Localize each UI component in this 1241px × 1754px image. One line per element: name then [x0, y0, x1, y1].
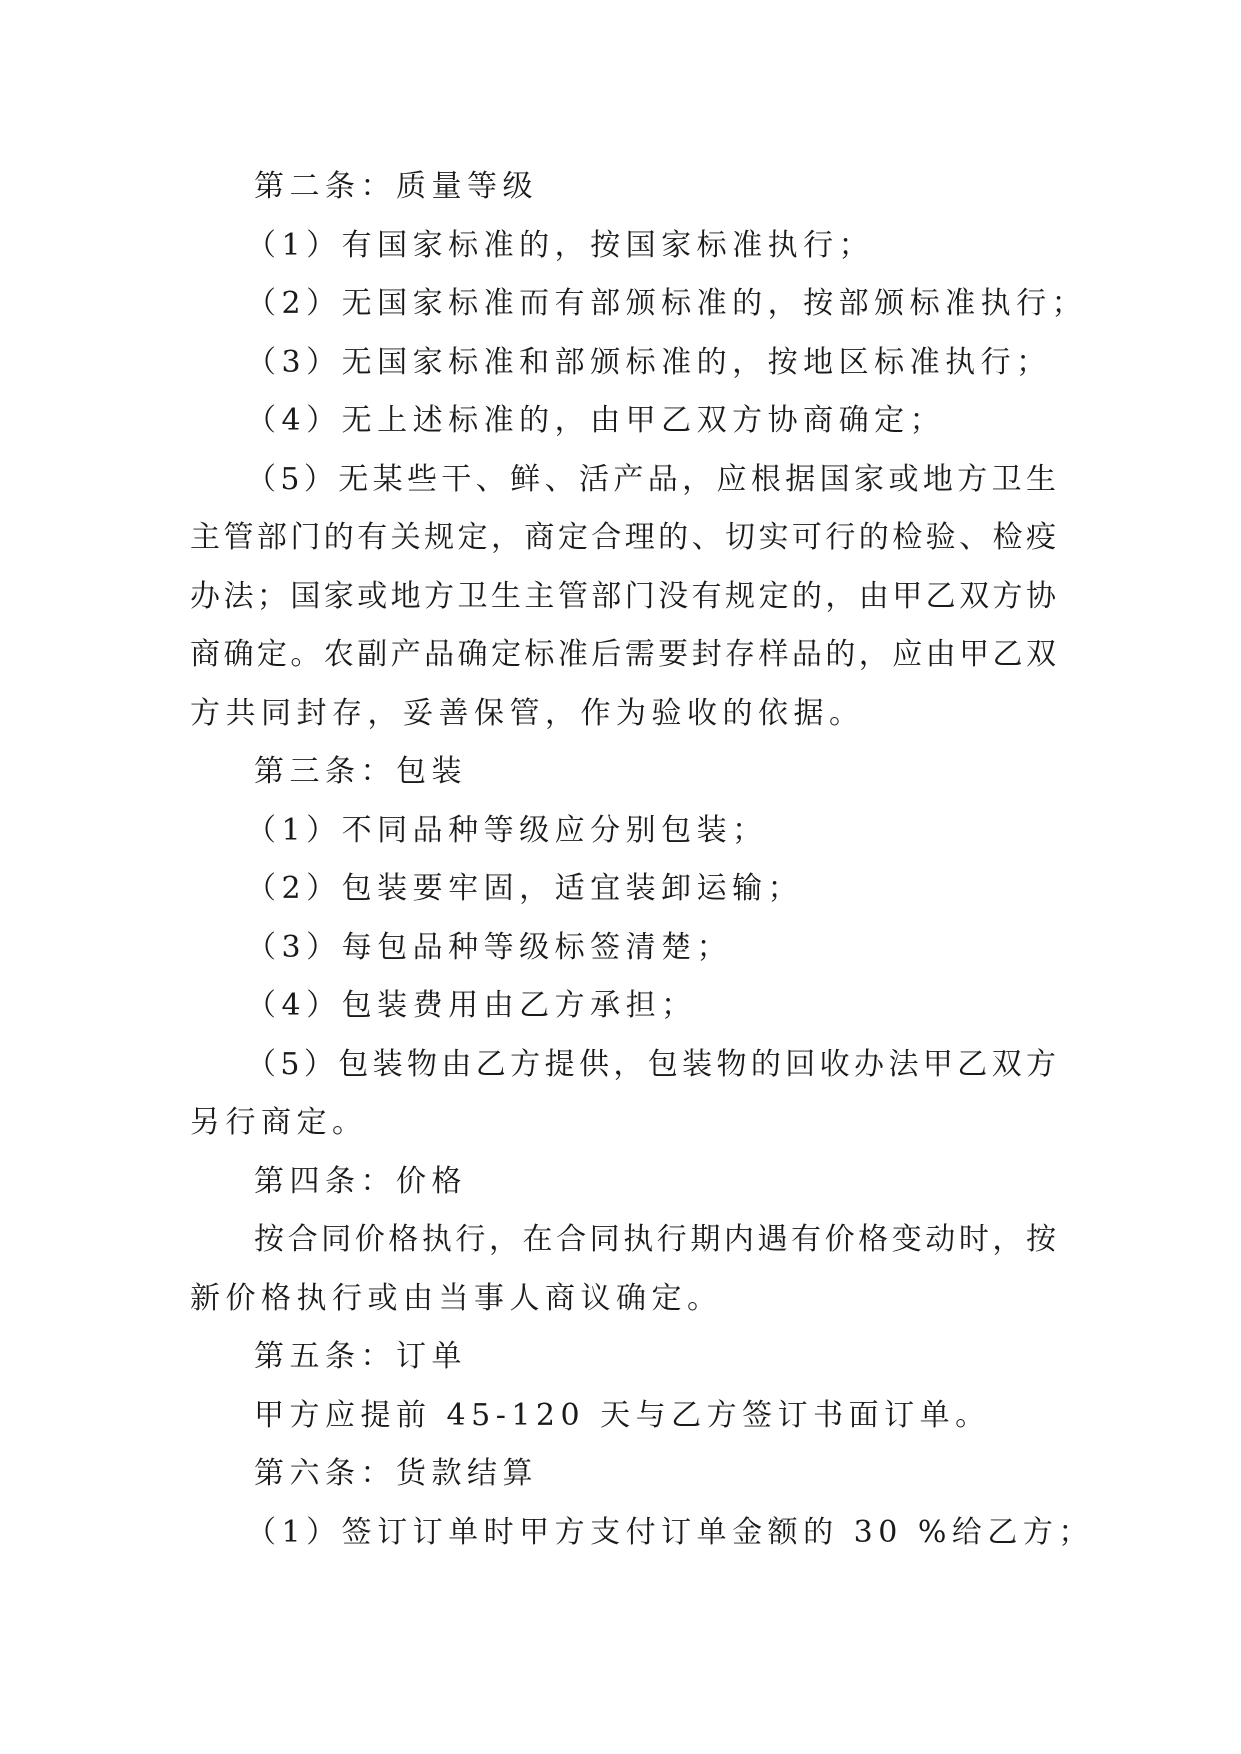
doc-line: 第四条：价格: [254, 1163, 467, 1199]
doc-line: 商确定。农副产品确定标准后需要封存样品的，应由甲乙双: [190, 637, 1056, 672]
doc-line: （4）包装费用由乙方承担；: [246, 988, 697, 1023]
doc-line: 甲方应提前 45-120 天与乙方签订书面订单。: [254, 1397, 991, 1433]
doc-line: （1）不同品种等级应分别包装；: [246, 812, 768, 848]
doc-line: 第五条：订单: [254, 1339, 467, 1374]
doc-line: （2）包装要牢固，适宜装卸运输；: [246, 871, 804, 906]
doc-line: 新价格执行或由当事人商议确定。: [190, 1280, 723, 1316]
doc-line: （5）无某些干、鲜、活产品，应根据国家或地方卫生: [246, 461, 1056, 497]
doc-line: 第二条：质量等级: [254, 169, 538, 204]
doc-line: 另行商定。: [190, 1105, 368, 1140]
doc-line: （1）签订订单时甲方支付订单金额的 30 %给乙方；: [246, 1514, 1094, 1550]
document-body: [190, 158, 1094, 1562]
doc-line: （2）无国家标准而有部颁标准的，按部颁标准执行；: [246, 286, 1088, 321]
doc-line: （4）无上述标准的，由甲乙双方协商确定；: [246, 403, 946, 438]
doc-line: 主管部门的有关规定，商定合理的、切实可行的检验、检疫: [190, 520, 1056, 555]
doc-line: （1）有国家标准的，按国家标准执行；: [246, 227, 875, 263]
doc-line: 按合同价格执行，在合同执行期内遇有价格变动时，按: [254, 1222, 1056, 1257]
doc-line: 方共同封存，妥善保管，作为验收的依据。: [190, 695, 865, 731]
doc-line: 第三条：包装: [254, 754, 467, 789]
doc-line: 办法；国家或地方卫生主管部门没有规定的，由甲乙双方协: [190, 578, 1056, 614]
doc-line: （5）包装物由乙方提供，包装物的回收办法甲乙双方: [246, 1046, 1056, 1082]
doc-line: （3）无国家标准和部颁标准的，按地区标准执行；: [246, 344, 1052, 380]
doc-line: 第六条：货款结算: [254, 1456, 538, 1491]
doc-line: （3）每包品种等级标签清楚；: [246, 929, 733, 965]
